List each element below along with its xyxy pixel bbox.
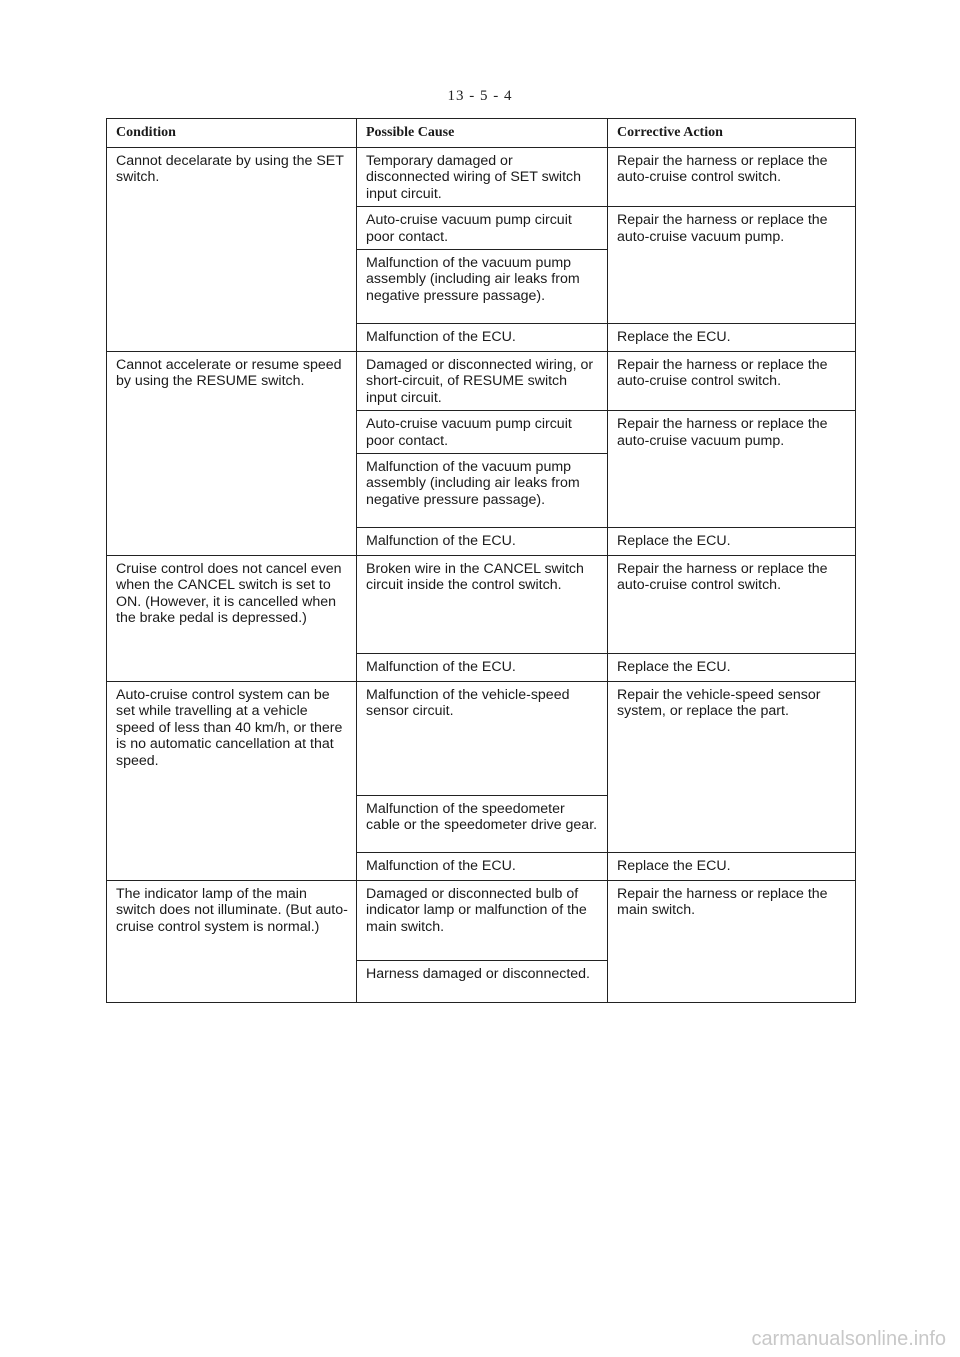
action-cell: Replace the ECU. xyxy=(608,853,856,881)
action-cell: Repair the harness or replace the auto-cruise control switch. xyxy=(608,556,856,654)
cause-cell: Malfunction of the ECU. xyxy=(357,324,608,352)
cause-cell: Broken wire in the CANCEL switch circuit inside the control switch. xyxy=(357,556,608,654)
action-cell: Replace the ECU. xyxy=(608,324,856,352)
cause-cell: Malfunction of the ECU. xyxy=(357,654,608,682)
cause-cell: Malfunction of the vacuum pump assembly (including air leaks from negative pressure passage). xyxy=(357,250,608,324)
cause-cell: Malfunction of the vacuum pump assembly (including air leaks from negative pressure passage). xyxy=(357,454,608,528)
action-cell: Replace the ECU. xyxy=(608,528,856,556)
cause-cell: Malfunction of the ECU. xyxy=(357,528,608,556)
table-row xyxy=(107,352,856,411)
condition-cell: The indicator lamp of the main switch does not illuminate. (But auto-cruise control system is normal.) xyxy=(107,881,357,1003)
condition-cell: Cannot decelarate by using the SET switch. xyxy=(107,148,357,352)
cause-cell: Malfunction of the ECU. xyxy=(357,853,608,881)
watermark: carmanualsonline.info xyxy=(751,1328,946,1350)
page-number: 13 - 5 - 4 xyxy=(447,88,513,104)
troubleshooting-table xyxy=(106,118,856,1003)
table-row xyxy=(107,556,856,654)
cause-cell: Malfunction of the speedometer cable or the speedometer drive gear. xyxy=(357,796,608,853)
condition-cell: Cannot accelerate or resume speed by using the RESUME switch. xyxy=(107,352,357,556)
table-row xyxy=(107,682,856,796)
action-cell: Repair the harness or replace the auto-cruise vacuum pump. xyxy=(608,207,856,324)
table-row xyxy=(107,148,856,207)
header-possible-cause: Possible Cause xyxy=(357,119,608,148)
cause-cell: Damaged or disconnected wiring, or short-circuit, of RESUME switch input circuit. xyxy=(357,352,608,411)
cause-cell: Auto-cruise vacuum pump circuit poor contact. xyxy=(357,207,608,250)
condition-cell: Auto-cruise control system can be set while travelling at a vehicle speed of less than 40 km/h, or there is no automatic cancellation at that speed. xyxy=(107,682,357,881)
cause-cell: Malfunction of the vehicle-speed sensor circuit. xyxy=(357,682,608,796)
cause-cell: Damaged or disconnected bulb of indicator lamp or malfunction of the main switch. xyxy=(357,881,608,961)
cause-cell: Temporary damaged or disconnected wiring of SET switch input circuit. xyxy=(357,148,608,207)
header-corrective-action: Corrective Action xyxy=(608,119,856,148)
header-condition: Condition xyxy=(107,119,357,148)
table-row xyxy=(107,881,856,961)
action-cell: Repair the harness or replace the auto-cruise vacuum pump. xyxy=(608,411,856,528)
table-header-row xyxy=(107,119,856,148)
action-cell: Repair the harness or replace the auto-cruise control switch. xyxy=(608,352,856,411)
action-cell: Replace the ECU. xyxy=(608,654,856,682)
cause-cell: Auto-cruise vacuum pump circuit poor contact. xyxy=(357,411,608,454)
action-cell: Repair the harness or replace the main switch. xyxy=(608,881,856,1003)
condition-cell: Cruise control does not cancel even when the CANCEL switch is set to ON. (However, it is cancelled when the brake pedal is depressed.) xyxy=(107,556,357,682)
action-cell: Repair the harness or replace the auto-cruise control switch. xyxy=(608,148,856,207)
cause-cell: Harness damaged or disconnected. xyxy=(357,961,608,1003)
action-cell: Repair the vehicle-speed sensor system, or replace the part. xyxy=(608,682,856,853)
